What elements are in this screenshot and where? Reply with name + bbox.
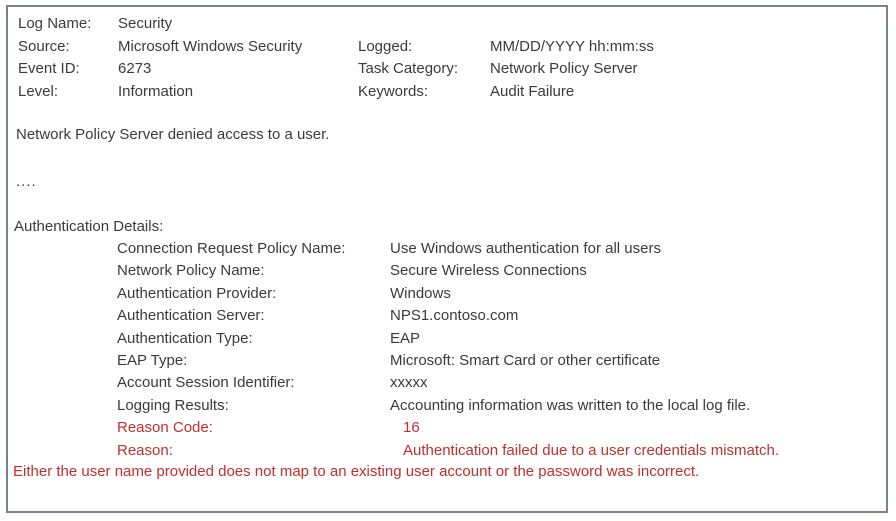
- detail-label: Reason:: [117, 441, 173, 459]
- field-label: Task Category:: [358, 60, 459, 78]
- detail-value: Secure Wireless Connections: [390, 262, 587, 280]
- detail-label: Network Policy Name:: [117, 262, 265, 280]
- authentication-details-list: [117, 238, 882, 462]
- field-value: MM/DD/YYYY hh:mm:ss: [490, 37, 654, 55]
- field-label: [358, 13, 490, 36]
- reason-explanation-text: Either the user name provided does not map to an existing user account or the password was incorrect.: [13, 463, 700, 480]
- detail-row-reason: [117, 440, 882, 462]
- event-header: [18, 13, 876, 103]
- detail-row: [117, 283, 882, 305]
- field-value: 6273: [118, 60, 152, 78]
- detail-value: EAP: [390, 329, 421, 347]
- field-label: Keywords:: [358, 82, 429, 100]
- detail-label: EAP Type:: [117, 352, 188, 370]
- field-label: Source:: [18, 37, 70, 55]
- field-value: Audit Failure: [490, 82, 575, 100]
- detail-row: [117, 305, 882, 327]
- field-label: Level:: [18, 82, 59, 100]
- detail-value: Windows: [390, 284, 451, 302]
- field-label: Log Name:: [18, 15, 92, 32]
- detail-label: Authentication Server:: [117, 307, 265, 325]
- detail-label: Connection Request Policy Name:: [117, 240, 346, 257]
- detail-label: Logging Results:: [117, 396, 229, 414]
- detail-label: Reason Code:: [117, 419, 213, 437]
- field-label: Event ID:: [18, 60, 80, 78]
- detail-value: Accounting information was written to the local log file.: [390, 396, 751, 414]
- omitted-content-ellipsis: ....: [16, 173, 37, 190]
- authentication-details-heading: Authentication Details:: [14, 218, 164, 235]
- field-label: Logged:: [358, 37, 413, 55]
- detail-value: Use Windows authentication for all users: [390, 240, 661, 257]
- field-value: Security: [118, 15, 173, 32]
- event-message: Network Policy Server denied access to a user.: [16, 126, 330, 143]
- detail-row: [117, 238, 882, 260]
- detail-label: Account Session Identifier:: [117, 374, 295, 392]
- detail-value: Authentication failed due to a user credentials mismatch.: [403, 441, 780, 459]
- detail-value: 16: [403, 419, 420, 437]
- detail-row-reason-code: [117, 417, 882, 439]
- detail-row: [117, 260, 882, 282]
- field-value: Information: [118, 82, 194, 100]
- field-value: [490, 13, 876, 36]
- field-value: Network Policy Server: [490, 60, 638, 78]
- detail-row: [117, 395, 882, 417]
- detail-row: [117, 372, 882, 394]
- detail-row: [117, 328, 882, 350]
- detail-label: Authentication Type:: [117, 329, 253, 347]
- detail-value: xxxxx: [390, 374, 428, 392]
- field-value: Microsoft Windows Security: [118, 37, 303, 55]
- detail-value: Microsoft: Smart Card or other certificate: [390, 352, 661, 370]
- detail-row: [117, 350, 882, 372]
- detail-label: Authentication Provider:: [117, 284, 277, 302]
- detail-value: NPS1.contoso.com: [390, 307, 519, 325]
